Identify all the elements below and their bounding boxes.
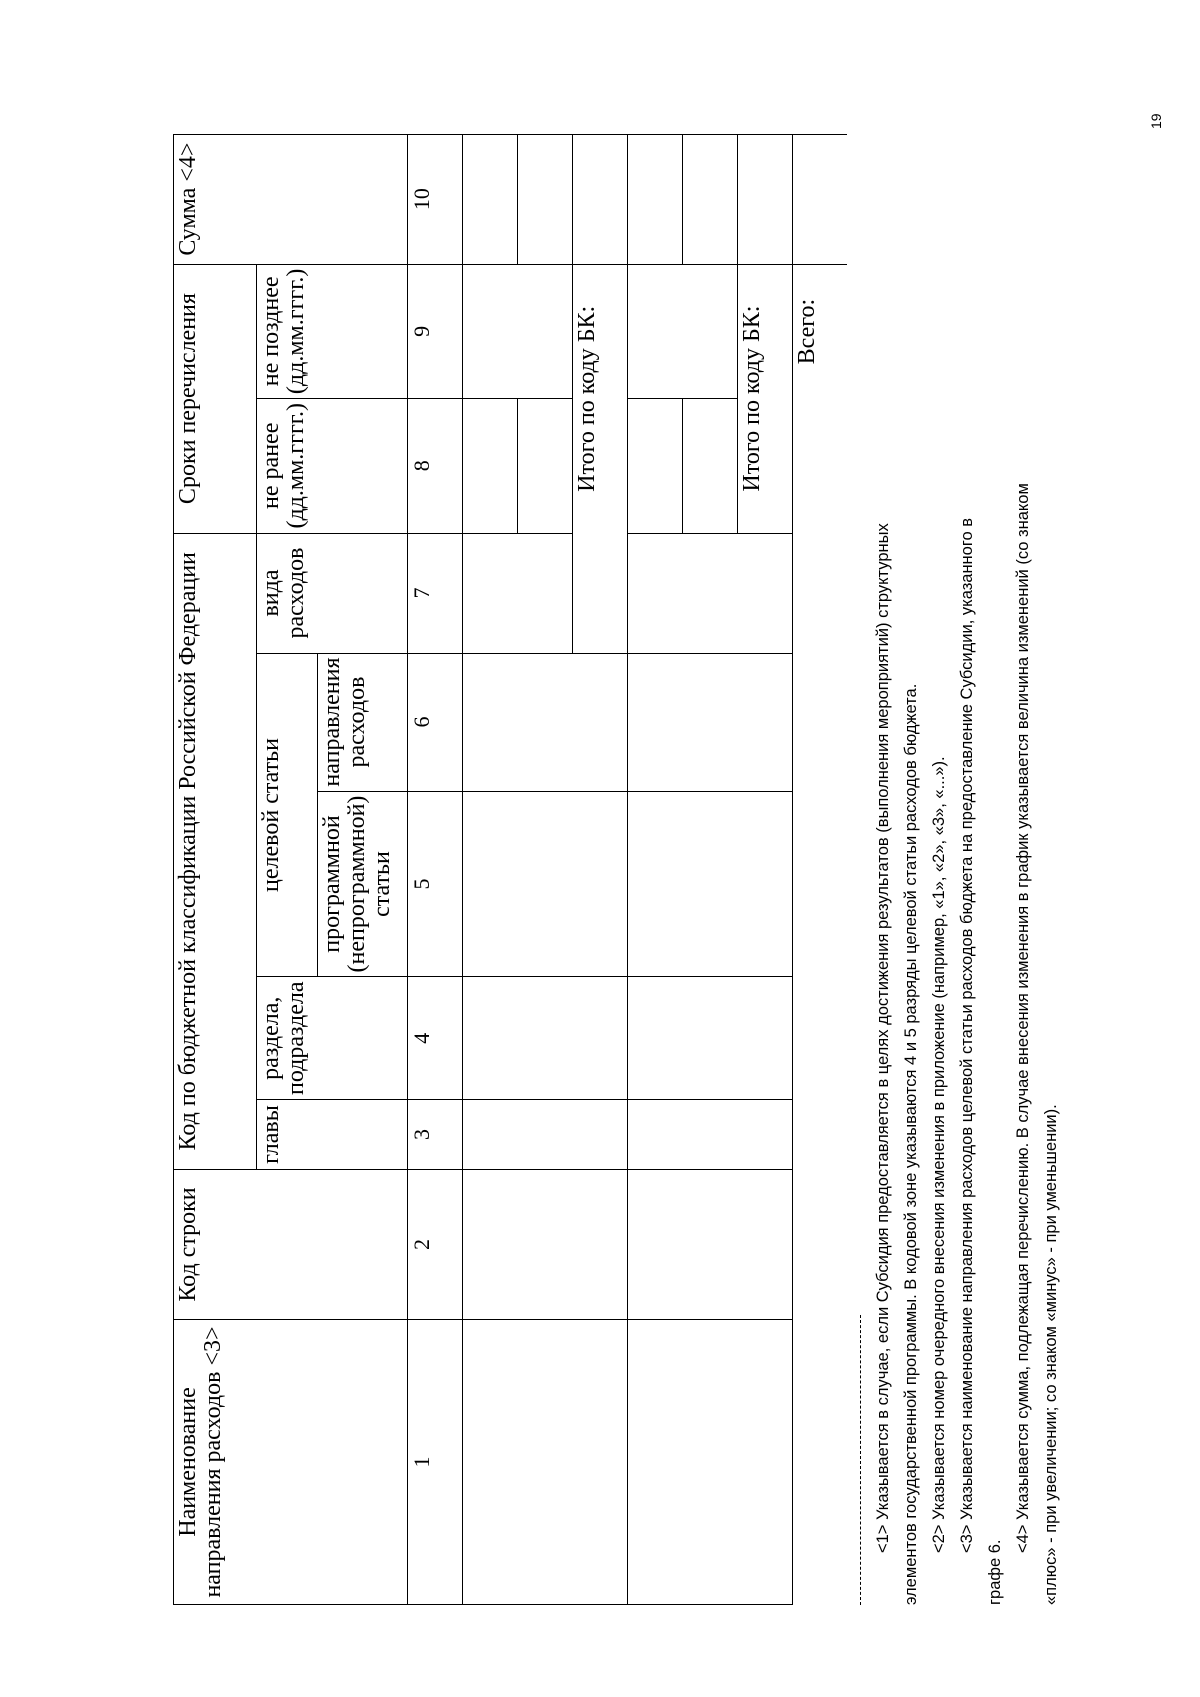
cell-expense-type[interactable] (628, 533, 793, 653)
column-number: 6 (408, 653, 463, 791)
column-number: 2 (408, 1170, 463, 1320)
cell-name[interactable] (463, 1320, 628, 1605)
footnote-3: <3> Указывается наименование направления расходов целевой статьи расходов бюджета на предоставление Субсидии, указанного в (958, 517, 976, 1553)
subtotal-amount[interactable] (738, 134, 793, 264)
cell-section[interactable] (463, 977, 628, 1100)
header-section: раздела, подраздела (257, 977, 408, 1100)
header-direction: направления расходов (318, 653, 408, 791)
column-number: 1 (408, 1320, 463, 1605)
table-row (463, 134, 518, 1604)
column-number: 10 (408, 134, 463, 264)
footnotes (860, 135, 1065, 1605)
cell-chapter[interactable] (463, 1100, 628, 1170)
cell-direction[interactable] (628, 653, 793, 791)
cell-not-later[interactable] (628, 264, 738, 398)
column-number: 5 (408, 791, 463, 977)
header-chapter: главы (257, 1100, 408, 1170)
cell-line-code[interactable] (463, 1170, 628, 1320)
cell-program-article[interactable] (628, 791, 793, 977)
page-number: 19 (1148, 113, 1164, 129)
payment-schedule-table (173, 134, 847, 1605)
subtotal-label: Итого по коду БК: (738, 264, 793, 533)
footnote-4-continued: «плюс» - при увеличении; со знаком «минус» - при уменьшении). (1042, 1104, 1060, 1605)
header-name: Наименование направления расходов <3> (174, 1320, 408, 1605)
header-target-article: целевой статьи (257, 653, 318, 977)
grand-total-amount[interactable] (793, 134, 848, 264)
footnote-4: <4> Указывается сумма, подлежащая перечислению. В случае внесения изменения в график указывается величина изменений (со знаком (1014, 483, 1032, 1553)
header-line-code: Код строки (174, 1170, 408, 1320)
cell-amount[interactable] (518, 134, 573, 264)
column-number: 7 (408, 533, 463, 653)
cell-section[interactable] (628, 977, 793, 1100)
cell-line-code[interactable] (628, 1170, 793, 1320)
footnote-1: <1> Указывается в случае, если Субсидия предоставляется в целях достижения результатов (выполнения мероприятий) структурных (874, 523, 892, 1553)
column-number: 8 (408, 399, 463, 533)
subtotal-amount[interactable] (573, 134, 628, 264)
header-row-1 (174, 134, 257, 1604)
cell-program-article[interactable] (463, 791, 628, 977)
footnote-separator (860, 1315, 861, 1605)
cell-not-before[interactable] (683, 399, 738, 533)
cell-chapter[interactable] (628, 1100, 793, 1170)
subtotal-label: Итого по коду БК: (573, 264, 628, 533)
cell-not-before[interactable] (628, 399, 683, 533)
header-expense-type: вида расходов (257, 533, 408, 653)
cell-not-before[interactable] (518, 399, 573, 533)
footnote-2: <2> Указывается номер очередного внесения изменения в приложение (например, «1», «2», «3», «...»). (930, 756, 948, 1553)
column-number-row (408, 134, 463, 1604)
header-amount: Сумма <4> (174, 134, 408, 264)
footnote-3-continued: графе 6. (986, 1539, 1004, 1605)
blank-cell (573, 533, 628, 653)
header-not-later: не позднее (дд.мм.гггг.) (257, 264, 408, 398)
header-program-article: программной (непрограммной) статьи (318, 791, 408, 977)
cell-amount[interactable] (628, 134, 683, 264)
cell-expense-type[interactable] (463, 533, 573, 653)
footnote-1-continued: элементов государственной программы. В кодовой зоне указываются 4 и 5 разряды целевой статьи расходов бюджета. (902, 683, 920, 1605)
column-number: 4 (408, 977, 463, 1100)
grand-total-label: Всего: (793, 264, 848, 398)
blank-cell (793, 399, 848, 1605)
cell-name[interactable] (628, 1320, 793, 1605)
header-bk-code: Код по бюджетной классификации Российской Федерации (174, 533, 257, 1169)
cell-direction[interactable] (463, 653, 628, 791)
column-number: 9 (408, 264, 463, 398)
header-transfer-terms: Сроки перечисления (174, 264, 257, 533)
cell-not-later[interactable] (463, 264, 573, 398)
cell-amount[interactable] (463, 134, 518, 264)
grand-total-row (793, 134, 848, 1604)
column-number: 3 (408, 1100, 463, 1170)
cell-amount[interactable] (683, 134, 738, 264)
cell-not-before[interactable] (463, 399, 518, 533)
header-not-before: не ранее (дд.мм.гггг.) (257, 399, 408, 533)
table-row (628, 134, 683, 1604)
